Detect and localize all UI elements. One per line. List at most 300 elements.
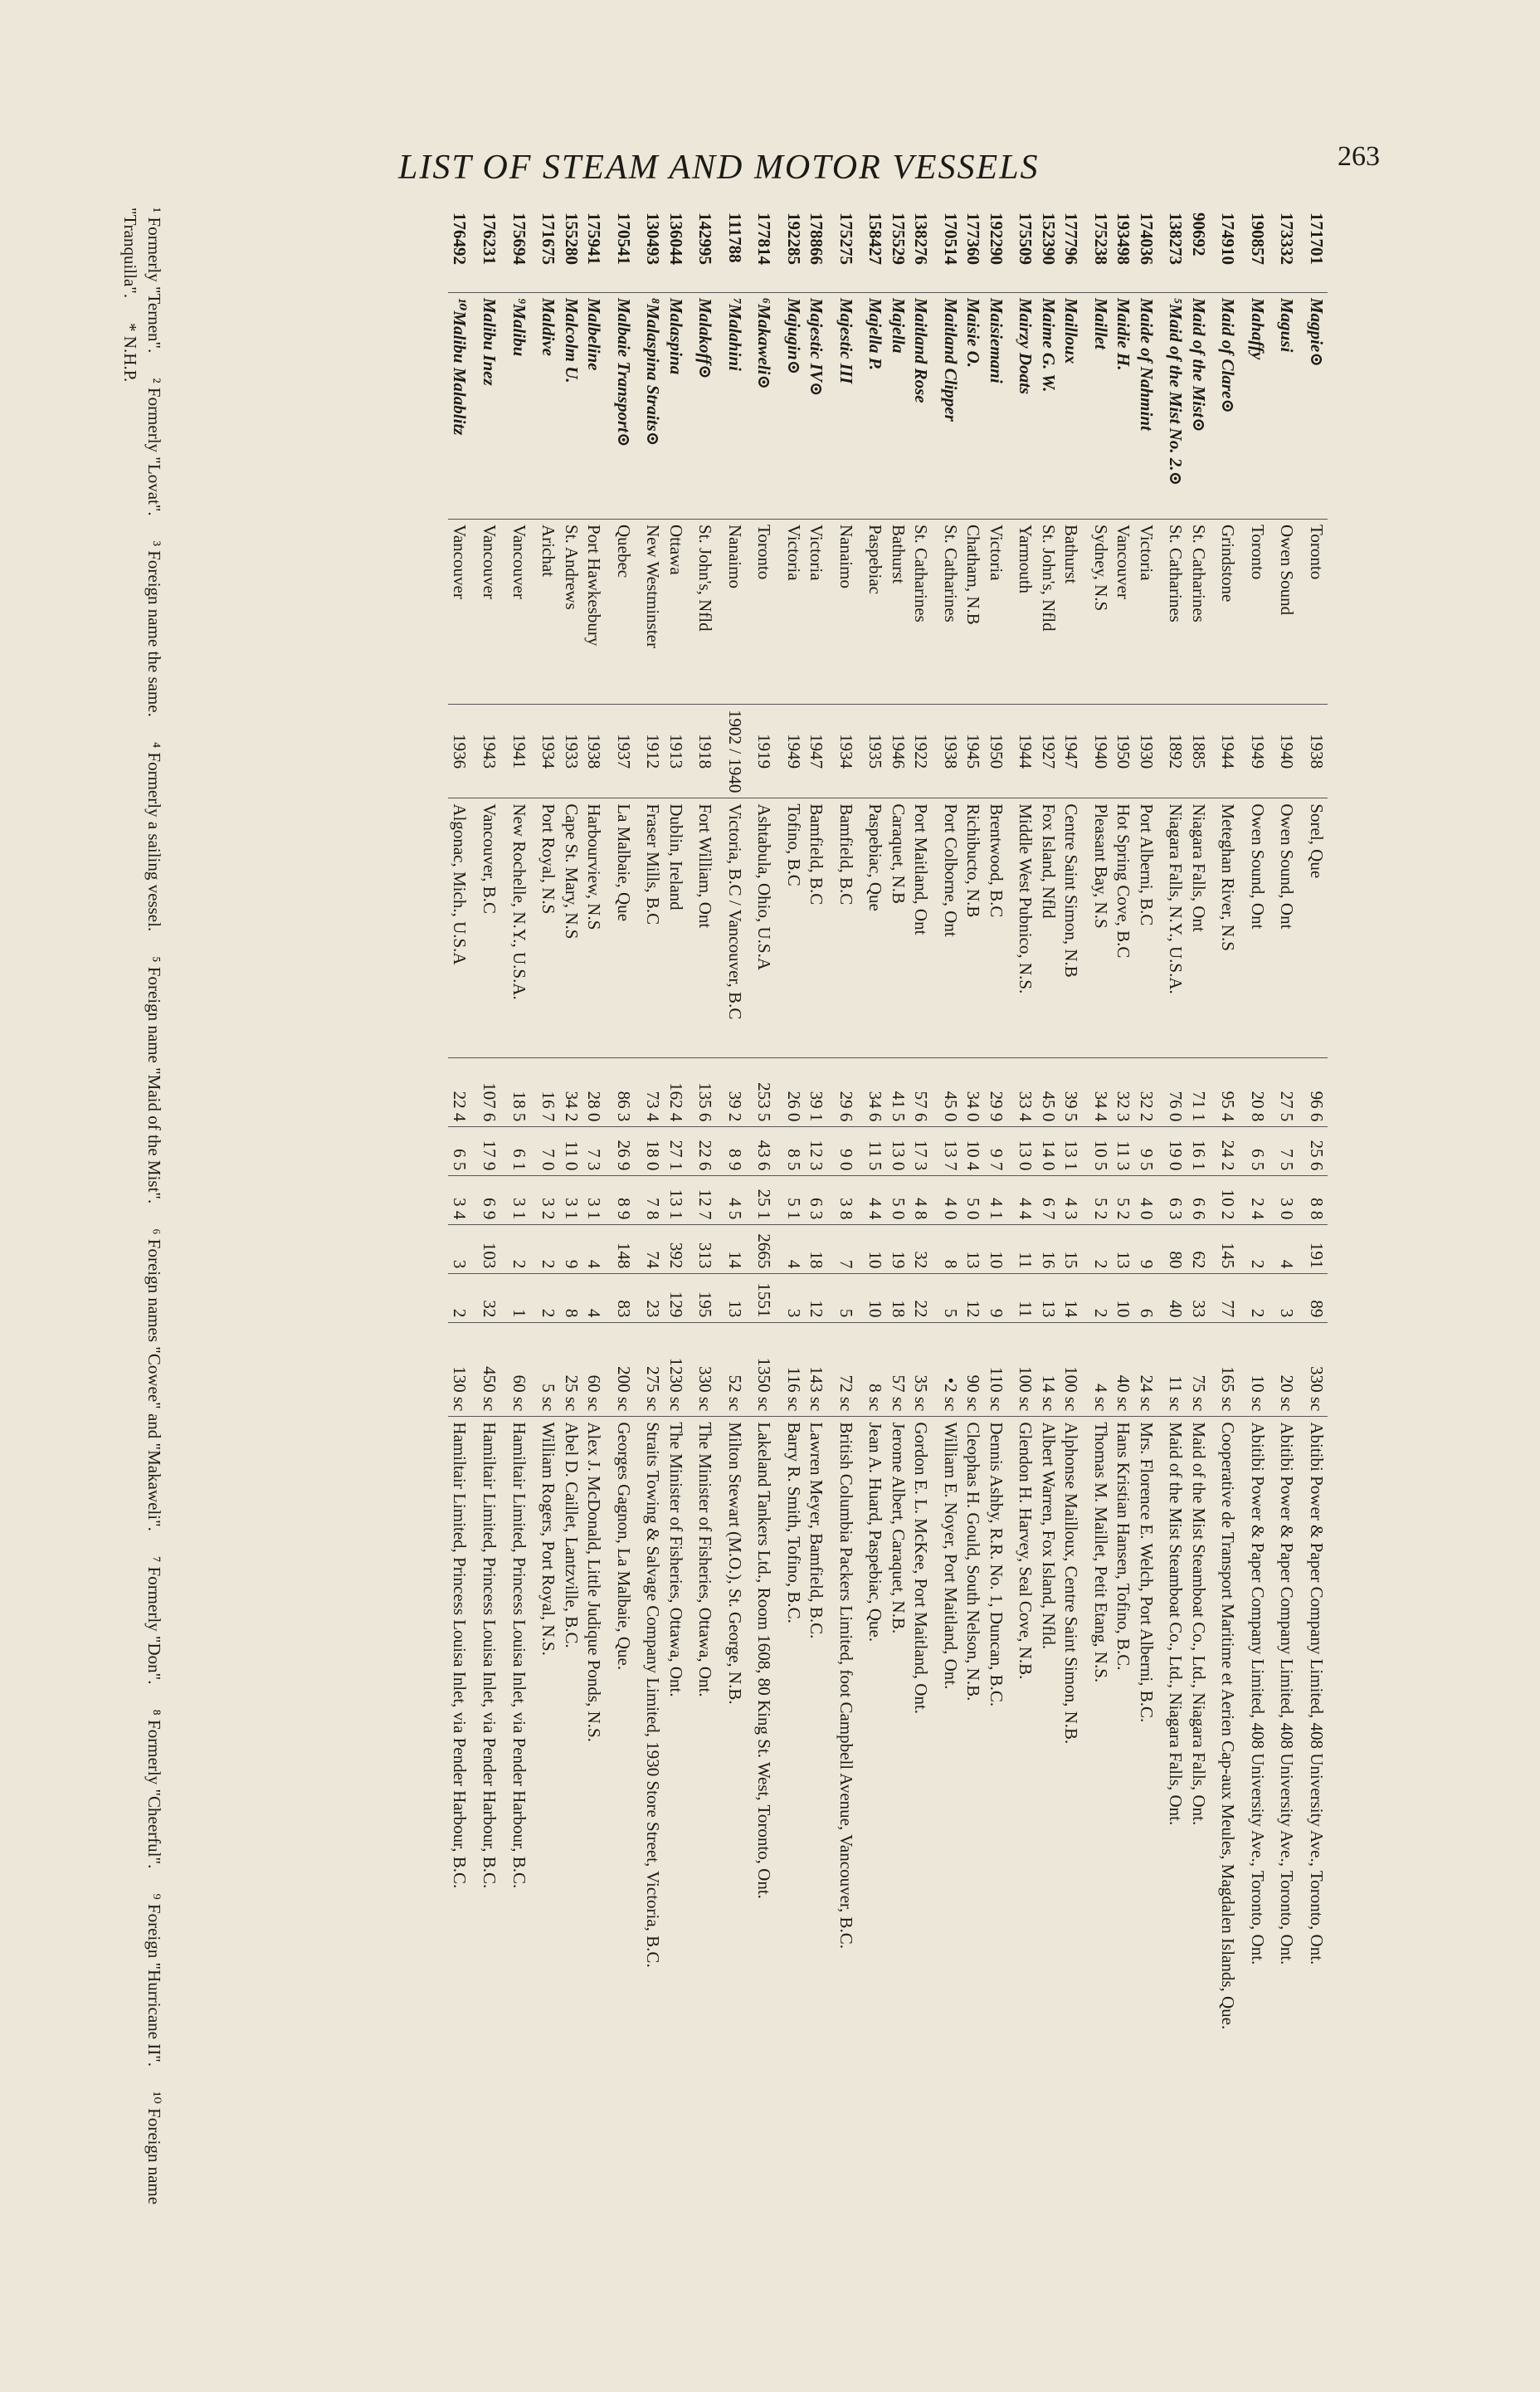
- depth-cell: 3 1: [559, 1176, 582, 1225]
- gross-tonnage-cell: 10: [984, 1225, 1014, 1274]
- vessel-name-cell: Malakoff⊙: [694, 293, 724, 520]
- length-cell: 45 0: [1036, 1058, 1060, 1127]
- engine-cell: 35 sc: [909, 1323, 939, 1417]
- year-built-cell: 1913: [664, 705, 694, 798]
- owner-cell: Straits Towing & Salvage Company Limited, 1930 Store Street, Victoria, B.C.: [643, 1422, 664, 1968]
- gross-tonnage-cell: 2: [507, 1225, 537, 1274]
- engine-cell: 165 sc: [1216, 1323, 1246, 1417]
- register-tonnage-cell: 23: [641, 1274, 665, 1323]
- breadth-cell: 11 5: [864, 1127, 887, 1176]
- year-built-cell: 1938: [1304, 705, 1328, 798]
- engine-cell: 330 sc: [1304, 1323, 1328, 1417]
- length-cell: 29 6: [834, 1058, 864, 1127]
- vessel-name-cell: Maillet: [1089, 293, 1112, 520]
- depth-cell: 3 1: [582, 1176, 612, 1225]
- rotated-register-table: [116, 207, 1328, 2316]
- vessel-name-cell: Malbeline: [582, 293, 612, 520]
- owner-cell: Maid of the Mist Steamboat Co., Ltd., Niagara Falls, Ont.: [1166, 1422, 1187, 1826]
- gross-tonnage-cell: 13: [1112, 1225, 1135, 1274]
- official-number-cell: 193498: [1112, 207, 1135, 293]
- owner-cell: William E. Noyer, Port Maitland, Ont.: [940, 1422, 961, 1690]
- table-row: [909, 207, 939, 2316]
- year-built-cell: 1950: [1112, 705, 1135, 798]
- official-number-cell: 171701: [1304, 207, 1328, 293]
- gross-tonnage-cell: 148: [612, 1225, 641, 1274]
- year-built-cell: 1949: [1245, 705, 1275, 798]
- engine-cell: 25 sc: [559, 1323, 582, 1417]
- official-number-cell: 175694: [507, 207, 537, 293]
- register-tonnage-cell: 11: [1014, 1274, 1037, 1323]
- depth-cell: 13 1: [664, 1176, 694, 1225]
- breadth-cell: 17 3: [909, 1127, 939, 1176]
- breadth-cell: 14 0: [1036, 1127, 1060, 1176]
- engine-cell: 72 sc: [834, 1323, 864, 1417]
- register-tonnage-cell: 77: [1216, 1274, 1246, 1323]
- gross-tonnage-cell: 2: [537, 1225, 560, 1274]
- table-row: [582, 207, 612, 2316]
- gross-tonnage-cell: 16: [1036, 1225, 1060, 1274]
- depth-cell: 2 4: [1245, 1176, 1275, 1225]
- port-of-registry-cell: Victoria: [1134, 520, 1164, 705]
- breadth-cell: 13 0: [886, 1127, 909, 1176]
- depth-cell: 5 2: [1089, 1176, 1112, 1225]
- vessel-name-cell: Mailloux: [1060, 293, 1089, 520]
- official-number-cell: 177814: [753, 207, 782, 293]
- breadth-cell: 7 5: [1275, 1127, 1305, 1176]
- official-number-cell: 174910: [1216, 207, 1246, 293]
- owner-cell: Barry R. Smith, Tofino, B.C.: [783, 1422, 804, 1623]
- engine-cell: 4 sc: [1089, 1323, 1112, 1417]
- place-built-cell: Pleasant Bay, N.S: [1089, 798, 1112, 1058]
- gross-tonnage-cell: 313: [694, 1225, 724, 1274]
- table-row: [984, 207, 1014, 2316]
- length-cell: 253 5: [753, 1058, 782, 1127]
- table-row: [1060, 207, 1089, 2316]
- depth-cell: 6 7: [1036, 1176, 1060, 1225]
- engine-cell: 330 sc: [694, 1323, 724, 1417]
- breadth-cell: 8 5: [782, 1127, 805, 1176]
- depth-cell: 4 4: [1014, 1176, 1037, 1225]
- owner-cell: William Rogers, Port Royal, N.S.: [539, 1422, 559, 1656]
- place-built-cell: Sorel, Que: [1304, 798, 1328, 1058]
- port-of-registry-cell: Victoria: [782, 520, 805, 705]
- depth-cell: 4 8: [909, 1176, 939, 1225]
- breadth-cell: 9 0: [834, 1127, 864, 1176]
- vessel-name-cell: Majugin⊙: [782, 293, 805, 520]
- owner-cell: Milton Stewart (M.O.), St. George, N.B.: [724, 1422, 745, 1705]
- length-cell: 34 2: [559, 1058, 582, 1127]
- vessel-name-cell: Maitland Clipper: [938, 293, 962, 520]
- depth-cell: 8 9: [612, 1176, 641, 1225]
- length-cell: 32 3: [1112, 1058, 1135, 1127]
- engine-cell: 110 sc: [984, 1323, 1014, 1417]
- register-tonnage-cell: 3: [1275, 1274, 1305, 1323]
- breadth-cell: 22 6: [694, 1127, 724, 1176]
- place-built-cell: Dublin, Ireland: [664, 798, 694, 1058]
- official-number-cell: 178866: [805, 207, 835, 293]
- official-number-cell: 192285: [782, 207, 805, 293]
- depth-cell: 4 0: [938, 1176, 962, 1225]
- breadth-cell: 9 5: [1134, 1127, 1164, 1176]
- port-of-registry-cell: Toronto: [753, 520, 782, 705]
- breadth-cell: 12 3: [805, 1127, 835, 1176]
- table-row: [962, 207, 985, 2316]
- official-number-cell: 176231: [478, 207, 508, 293]
- length-cell: 86 3: [612, 1058, 641, 1127]
- length-cell: 33 4: [1014, 1058, 1037, 1127]
- length-cell: 34 0: [962, 1058, 985, 1127]
- breadth-cell: 10 5: [1089, 1127, 1112, 1176]
- depth-cell: 3 8: [834, 1176, 864, 1225]
- owner-cell: Abitibi Power & Paper Company Limited, 408 University Ave., Toronto, Ont.: [1247, 1422, 1268, 1965]
- footnote: ⁷ Formerly "Don".: [144, 1555, 164, 1685]
- length-cell: 162 4: [664, 1058, 694, 1127]
- footnote: * N.H.P.: [119, 323, 140, 383]
- register-tonnage-cell: 1: [507, 1274, 537, 1323]
- vessel-name-cell: Mairzy Doats: [1014, 293, 1037, 520]
- table-row: [782, 207, 805, 2316]
- engine-cell: 24 sc: [1134, 1323, 1164, 1417]
- register-tonnage-cell: 14: [1060, 1274, 1089, 1323]
- year-built-cell: 1938: [938, 705, 962, 798]
- gross-tonnage-cell: 145: [1216, 1225, 1246, 1274]
- breadth-cell: 13 0: [1014, 1127, 1037, 1176]
- place-built-cell: Victoria, B.C / Vancouver, B.C: [723, 798, 753, 1058]
- year-built-cell: 1934: [834, 705, 864, 798]
- port-of-registry-cell: St. John's, Nfld: [1036, 520, 1060, 705]
- table-row: [1187, 207, 1216, 2316]
- table-row: [1134, 207, 1164, 2316]
- official-number-cell: 175941: [582, 207, 612, 293]
- place-built-cell: Ashtabula, Ohio, U.S.A: [753, 798, 782, 1058]
- breadth-cell: 11 0: [559, 1127, 582, 1176]
- depth-cell: 3 4: [448, 1176, 478, 1225]
- table-row: [1275, 207, 1305, 2316]
- length-cell: 39 2: [723, 1058, 753, 1127]
- official-number-cell: 192290: [984, 207, 1014, 293]
- year-built-cell: 1938: [582, 705, 612, 798]
- register-tonnage-cell: 18: [886, 1274, 909, 1323]
- engine-cell: 90 sc: [962, 1323, 985, 1417]
- owner-cell: Dennis Ashby, R.R. No. 1, Duncan, B.C.: [986, 1422, 1006, 1707]
- owner-cell: Albert Warren, Fox Island, Nfld.: [1038, 1422, 1059, 1650]
- year-built-cell: 1918: [694, 705, 724, 798]
- place-built-cell: Middle West Pubnico, N.S.: [1014, 798, 1037, 1058]
- official-number-cell: 138276: [909, 207, 939, 293]
- year-built-cell: 1902 / 1940: [723, 705, 753, 798]
- owner-cell: Abel D. Caillet, Lantzville, B.C.: [561, 1422, 582, 1648]
- vessel-name-cell: Malibu Inez: [478, 293, 508, 520]
- register-tonnage-cell: 10: [1112, 1274, 1135, 1323]
- gross-tonnage-cell: 4: [782, 1225, 805, 1274]
- owner-cell: Gordon E. L. McKee, Port Maitland, Ont.: [911, 1422, 932, 1715]
- depth-cell: 7 8: [641, 1176, 665, 1225]
- gross-tonnage-cell: 18: [805, 1225, 835, 1274]
- owner-cell: Mrs. Florence E. Welch, Port Alberni, B.C.: [1136, 1422, 1157, 1723]
- official-number-cell: 136044: [664, 207, 694, 293]
- gross-tonnage-cell: 191: [1304, 1225, 1328, 1274]
- register-tonnage-cell: 2: [537, 1274, 560, 1323]
- port-of-registry-cell: Vancouver: [1112, 520, 1135, 705]
- year-built-cell: 1945: [962, 705, 985, 798]
- official-number-cell: 177360: [962, 207, 985, 293]
- vessel-name-cell: ⁷Malahini: [723, 293, 753, 520]
- port-of-registry-cell: Ottawa: [664, 520, 694, 705]
- table-row: [1036, 207, 1060, 2316]
- port-of-registry-cell: St. John's, Nfld: [694, 520, 724, 705]
- table-row: [723, 207, 753, 2316]
- length-cell: 39 5: [1060, 1058, 1089, 1127]
- gross-tonnage-cell: 4: [582, 1225, 612, 1274]
- owner-cell: Abitibi Power & Paper Company Limited, 408 University Ave., Toronto, Ont.: [1307, 1422, 1327, 1965]
- table-row: [1245, 207, 1275, 2316]
- port-of-registry-cell: Bathurst: [886, 520, 909, 705]
- official-number-cell: 111788: [723, 207, 753, 293]
- place-built-cell: Port Alberni, B.C: [1134, 798, 1164, 1058]
- owner-cell: Cleophas H. Gould, South Nelson, N.B.: [963, 1422, 984, 1701]
- length-cell: 73 4: [641, 1058, 665, 1127]
- engine-cell: 1230 sc: [664, 1323, 694, 1417]
- port-of-registry-cell: St. Andrews: [559, 520, 582, 705]
- owner-cell: Jerome Albert, Caraquet, N.B.: [888, 1422, 909, 1634]
- place-built-cell: Niagara Falls, Ont: [1187, 798, 1216, 1058]
- gross-tonnage-cell: 32: [909, 1225, 939, 1274]
- vessel-name-cell: ⁹Malibu: [507, 293, 537, 520]
- breadth-cell: 6 1: [507, 1127, 537, 1176]
- year-built-cell: 1944: [1014, 705, 1037, 798]
- length-cell: 26 0: [782, 1058, 805, 1127]
- year-built-cell: 1934: [537, 705, 560, 798]
- table-row: [753, 207, 782, 2316]
- vessel-name-cell: Majella P.: [864, 293, 887, 520]
- place-built-cell: Brentwood, B.C: [984, 798, 1014, 1058]
- place-built-cell: Bamfield, B.C: [805, 798, 835, 1058]
- length-cell: 32 2: [1134, 1058, 1164, 1127]
- engine-cell: 8 sc: [864, 1323, 887, 1417]
- port-of-registry-cell: St. Catharines: [1187, 520, 1216, 705]
- depth-cell: 3 1: [507, 1176, 537, 1225]
- port-of-registry-cell: Nanaimo: [834, 520, 864, 705]
- breadth-cell: 7 0: [537, 1127, 560, 1176]
- engine-cell: 20 sc: [1275, 1323, 1305, 1417]
- official-number-cell: 175509: [1014, 207, 1037, 293]
- year-built-cell: 1947: [1060, 705, 1089, 798]
- engine-cell: 100 sc: [1014, 1323, 1037, 1417]
- register-tonnage-cell: 2: [1089, 1274, 1112, 1323]
- port-of-registry-cell: Victoria: [805, 520, 835, 705]
- vessel-name-cell: Maide of Nahmint: [1134, 293, 1164, 520]
- gross-tonnage-cell: 10: [864, 1225, 887, 1274]
- place-built-cell: Fraser Mills, B.C: [641, 798, 665, 1058]
- engine-cell: 10 sc: [1245, 1323, 1275, 1417]
- depth-cell: 5 0: [886, 1176, 909, 1225]
- engine-cell: 40 sc: [1112, 1323, 1135, 1417]
- official-number-cell: 174036: [1134, 207, 1164, 293]
- official-number-cell: 175238: [1089, 207, 1112, 293]
- register-tonnage-cell: 2: [448, 1274, 478, 1323]
- year-built-cell: 1940: [1275, 705, 1305, 798]
- register-tonnage-cell: 83: [612, 1274, 641, 1323]
- table-row: [1164, 207, 1187, 2316]
- register-tonnage-cell: 40: [1164, 1274, 1187, 1323]
- owner-cell: Cooperative de Transport Maritime et Aerien Cap-aux Meules, Magdalen Islands, Que.: [1218, 1422, 1239, 2030]
- breadth-cell: 25 6: [1304, 1127, 1328, 1176]
- engine-cell: 1350 sc: [753, 1323, 782, 1417]
- gross-tonnage-cell: 3: [448, 1225, 478, 1274]
- register-tonnage-cell: 1551: [753, 1274, 782, 1323]
- register-tonnage-cell: 6: [1134, 1274, 1164, 1323]
- gross-tonnage-cell: 15: [1060, 1225, 1089, 1274]
- official-number-cell: 190857: [1245, 207, 1275, 293]
- official-number-cell: 170514: [938, 207, 962, 293]
- official-number-cell: 171675: [537, 207, 560, 293]
- register-tonnage-cell: 3: [782, 1274, 805, 1323]
- place-built-cell: Caraquet, N.B: [886, 798, 909, 1058]
- engine-cell: 52 sc: [723, 1323, 753, 1417]
- register-tonnage-cell: 8: [559, 1274, 582, 1323]
- vessel-name-cell: ¹⁰Malibu Malablitz: [448, 293, 478, 520]
- length-cell: 96 6: [1304, 1058, 1328, 1127]
- owner-cell: Lakeland Tankers Ltd., Room 1608, 80 King St. West, Toronto, Ont.: [754, 1422, 775, 1899]
- port-of-registry-cell: St. Catharines: [909, 520, 939, 705]
- length-cell: 135 6: [694, 1058, 724, 1127]
- depth-cell: 25 1: [753, 1176, 782, 1225]
- engine-cell: 130 sc: [448, 1323, 478, 1417]
- depth-cell: 6 3: [1164, 1176, 1187, 1225]
- official-number-cell: 152390: [1036, 207, 1060, 293]
- year-built-cell: 1919: [753, 705, 782, 798]
- length-cell: 22 4: [448, 1058, 478, 1127]
- engine-cell: 60 sc: [507, 1323, 537, 1417]
- length-cell: 95 4: [1216, 1058, 1246, 1127]
- register-tonnage-cell: 13: [723, 1274, 753, 1323]
- owner-cell: British Columbia Packers Limited, foot Campbell Avenue, Vancouver, B.C.: [836, 1422, 856, 1950]
- engine-cell: •2 sc: [938, 1323, 962, 1417]
- length-cell: 29 9: [984, 1058, 1014, 1127]
- place-built-cell: New Rochelle, N.Y., U.S.A.: [507, 798, 537, 1058]
- footnote: ⁹ Foreign "Hurricane II".: [144, 1893, 164, 2067]
- vessel-name-cell: Maldive: [537, 293, 560, 520]
- register-tonnage-cell: 12: [805, 1274, 835, 1323]
- breadth-cell: 11 3: [1112, 1127, 1135, 1176]
- port-of-registry-cell: Bathurst: [1060, 520, 1089, 705]
- register-tonnage-cell: 5: [938, 1274, 962, 1323]
- year-built-cell: 1936: [448, 705, 478, 798]
- gross-tonnage-cell: 74: [641, 1225, 665, 1274]
- place-built-cell: Harbourview, N.S: [582, 798, 612, 1058]
- vessel-name-cell: Mahaffy: [1245, 293, 1275, 520]
- year-built-cell: 1943: [478, 705, 508, 798]
- footnote: ⁶ Foreign names "Cowee" and "Makaweli".: [144, 1228, 164, 1531]
- depth-cell: 12 7: [694, 1176, 724, 1225]
- place-built-cell: La Malbaie, Que: [612, 798, 641, 1058]
- gross-tonnage-cell: 14: [723, 1225, 753, 1274]
- register-tonnage-cell: 89: [1304, 1274, 1328, 1323]
- engine-cell: 5 sc: [537, 1323, 560, 1417]
- place-built-cell: Paspebiac, Que: [864, 798, 887, 1058]
- vessel-name-cell: Maime G. W.: [1036, 293, 1060, 520]
- length-cell: 76 0: [1164, 1058, 1187, 1127]
- official-number-cell: 175529: [886, 207, 909, 293]
- gross-tonnage-cell: 7: [834, 1225, 864, 1274]
- vessel-name-cell: Maisiemani: [984, 293, 1014, 520]
- official-number-cell: 138273: [1164, 207, 1187, 293]
- depth-cell: 3 2: [537, 1176, 560, 1225]
- year-built-cell: 1885: [1187, 705, 1216, 798]
- owner-cell: Alex J. McDonald, Little Judique Ponds, N.S.: [584, 1422, 605, 1742]
- footnote: ¹⁰ Foreign name "Tranquilla".: [119, 207, 164, 2205]
- owner-cell: Hamiltair Limited, Princess Louisa Inlet, via Pender Harbour, B.C.: [509, 1422, 529, 1889]
- vessel-name-cell: Malcolm U.: [559, 293, 582, 520]
- table-row: [478, 207, 508, 2316]
- engine-cell: 11 sc: [1164, 1323, 1187, 1417]
- table-row: [537, 207, 560, 2316]
- length-cell: 41 5: [886, 1058, 909, 1127]
- table-row: [1304, 207, 1328, 2316]
- owner-cell: Lawren Meyer, Bamfield, B.C.: [807, 1422, 827, 1639]
- port-of-registry-cell: Toronto: [1304, 520, 1328, 705]
- footnote: ⁸ Formerly "Cheerful".: [144, 1709, 164, 1869]
- port-of-registry-cell: Yarmouth: [1014, 520, 1037, 705]
- depth-cell: 8 8: [1304, 1176, 1328, 1225]
- depth-cell: 4 5: [723, 1176, 753, 1225]
- breadth-cell: 27 1: [664, 1127, 694, 1176]
- port-of-registry-cell: Chatham, N.B: [962, 520, 985, 705]
- running-title: LIST OF STEAM AND MOTOR VESSELS: [398, 149, 1040, 187]
- register-tonnage-cell: 195: [694, 1274, 724, 1323]
- official-number-cell: 173332: [1275, 207, 1305, 293]
- owner-cell: Glendon H. Harvey, Seal Cove, N.B.: [1016, 1422, 1036, 1680]
- owner-cell: Thomas M. Maillet, Petit Etang, N.S.: [1090, 1422, 1111, 1683]
- register-tonnage-cell: 2: [1245, 1274, 1275, 1323]
- owner-cell: Hamiltair Limited, Princess Louisa Inlet, via Pender Harbour, B.C.: [480, 1422, 500, 1889]
- place-built-cell: Tofino, B.C: [782, 798, 805, 1058]
- gross-tonnage-cell: 2665: [753, 1225, 782, 1274]
- depth-cell: 4 4: [864, 1176, 887, 1225]
- gross-tonnage-cell: 8: [938, 1225, 962, 1274]
- gross-tonnage-cell: 4: [1275, 1225, 1305, 1274]
- official-number-cell: 158427: [864, 207, 887, 293]
- table-row: [612, 207, 641, 2316]
- table-row: [938, 207, 962, 2316]
- vessel-name-cell: Maisie O.: [962, 293, 985, 520]
- vessel-name-cell: Magpie⊙: [1304, 293, 1328, 520]
- table-row: [664, 207, 694, 2316]
- gross-tonnage-cell: 11: [1014, 1225, 1037, 1274]
- register-tonnage-cell: 32: [478, 1274, 508, 1323]
- depth-cell: 10 2: [1216, 1176, 1246, 1225]
- owner-cell: The Minister of Fisheries, Ottawa, Ont.: [695, 1422, 716, 1697]
- depth-cell: 6 6: [1187, 1176, 1216, 1225]
- year-built-cell: 1933: [559, 705, 582, 798]
- depth-cell: 6 3: [805, 1176, 835, 1225]
- owner-cell: Abitibi Power & Paper Company Limited, 408 University Ave., Toronto, Ont.: [1277, 1422, 1298, 1965]
- engine-cell: 200 sc: [612, 1323, 641, 1417]
- engine-cell: 143 sc: [805, 1323, 835, 1417]
- year-built-cell: 1940: [1089, 705, 1112, 798]
- place-built-cell: Port Royal, N.S: [537, 798, 560, 1058]
- vessel-register-table: [448, 207, 1328, 2316]
- register-tonnage-cell: 9: [984, 1274, 1014, 1323]
- gross-tonnage-cell: 19: [886, 1225, 909, 1274]
- year-built-cell: 1892: [1164, 705, 1187, 798]
- footnotes: [117, 207, 166, 2316]
- place-built-cell: Vancouver, B.C: [478, 798, 508, 1058]
- engine-cell: 275 sc: [641, 1323, 665, 1417]
- table-row: [448, 207, 478, 2316]
- table-row: [834, 207, 864, 2316]
- owner-cell: Hamiltair Limited, Princess Louisa Inlet, via Pender Harbour, B.C.: [450, 1422, 470, 1889]
